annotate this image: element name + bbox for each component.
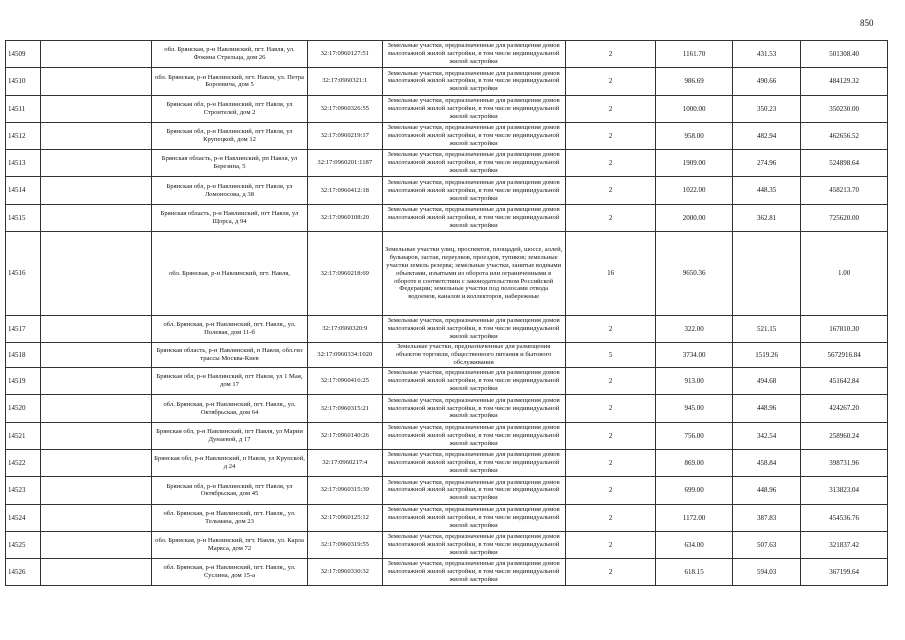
cell-land-use-type: Земельные участки, предназначенные для размещения домов малоэтажной жилой застройки, в том числе индивидуальной жилой застройки (382, 449, 565, 476)
cell-land-use-type: Земельные участки, предназначенные для размещения домов малоэтажной жилой застройки, в том числе индивидуальной жилой застройки (382, 41, 565, 68)
cell-cadastral-number: 32:17:0960218:69 (308, 232, 383, 316)
cell-address: Брянская обл, р-н Навлинский, пгт Навля, ул Строителей, дом 2 (151, 95, 307, 122)
cell-row-number: 14519 (6, 368, 41, 395)
cell-cadastral-number: 32:17:0960412:18 (308, 177, 383, 204)
cell-address: Брянская область, р-н Навлинский, пгт Навля, ул Щорса, д 94 (151, 204, 307, 231)
cell-cadastral-value: 367199.64 (801, 559, 888, 586)
spacer-cell (41, 95, 152, 122)
cell-cadastral-value: 5672916.84 (801, 343, 888, 368)
spacer-cell (41, 449, 152, 476)
cell-row-number: 14516 (6, 232, 41, 316)
cell-specific-value (732, 232, 800, 316)
cell-land-use-type: Земельные участки, предназначенные для размещения домов малоэтажной жилой застройки, в том числе индивидуальной жилой застройки (382, 177, 565, 204)
cell-specific-value: 350.23 (732, 95, 800, 122)
cell-address: Брянская обл, р-н Навлинский, пгт Навля, ул Марии Дунаевой, д 17 (151, 422, 307, 449)
cell-area: 1000.00 (656, 95, 733, 122)
cell-cadastral-value: 167810.30 (801, 316, 888, 343)
cell-cadastral-number: 32:17:0960330:32 (308, 559, 383, 586)
table-row (6, 177, 888, 204)
cell-area: 945.00 (656, 395, 733, 422)
cell-specific-value: 362.81 (732, 204, 800, 231)
cell-cadastral-value: 258960.24 (801, 422, 888, 449)
cell-address: обл. Брянская, р-н Навлинский, пгт. Навля, ул. Фокина Стрельца, дом 26 (151, 41, 307, 68)
table-row (6, 122, 888, 149)
cell-row-number: 14521 (6, 422, 41, 449)
cell-specific-value: 521.15 (732, 316, 800, 343)
cell-address: обл. Брянская, р-н Навлинский, пгт. Навля,, ул. Суслина, дом 15-а (151, 559, 307, 586)
cell-land-use-type: Земельные участки улиц, проспектов, площадей, шоссе, аллей, бульваров, застав, переулков, проездов, тупиков; земельные участки земель резерва; земельные участки, занятые водными объектами, изъятыми из оборота или ограниченными в обороте в соответствии с законодательством Российской Федерации; земельные участки под полосами отвода водоемов, каналов и коллекторов, набережные (382, 232, 565, 316)
cell-specific-value: 448.96 (732, 395, 800, 422)
spacer-cell (41, 422, 152, 449)
cell-use-group: 2 (565, 41, 656, 68)
spacer-cell (41, 368, 152, 395)
cell-area: 869.00 (656, 449, 733, 476)
cell-address: обл. Брянская, р-н Навлинский, пгт. Навля, (151, 232, 307, 316)
cell-land-use-type: Земельные участки, предназначенные для размещения домов малоэтажной жилой застройки, в том числе индивидуальной жилой застройки (382, 531, 565, 558)
cell-specific-value: 594.03 (732, 559, 800, 586)
cell-land-use-type: Земельные участки, предназначенные для размещения домов малоэтажной жилой застройки, в том числе индивидуальной жилой застройки (382, 395, 565, 422)
cell-cadastral-value: 524898.64 (801, 150, 888, 177)
table-row (6, 531, 888, 558)
cell-cadastral-value: 398731.96 (801, 449, 888, 476)
page-number: 850 (860, 18, 874, 28)
cell-address: Брянская обл, р-н Навлинский, п Навля, ул Крупской, д 24 (151, 449, 307, 476)
cell-row-number: 14515 (6, 204, 41, 231)
cell-cadastral-value: 458213.70 (801, 177, 888, 204)
cell-land-use-type: Земельные участки, предназначенные для размещения домов малоэтажной жилой застройки, в том числе индивидуальной жилой застройки (382, 368, 565, 395)
cell-specific-value: 507.63 (732, 531, 800, 558)
table-row (6, 41, 888, 68)
cell-use-group: 2 (565, 150, 656, 177)
cell-land-use-type: Земельные участки, предназначенные для размещения домов малоэтажной жилой застройки, в том числе индивидуальной жилой застройки (382, 477, 565, 504)
cell-row-number: 14509 (6, 41, 41, 68)
cell-row-number: 14526 (6, 559, 41, 586)
table-row (6, 368, 888, 395)
cell-use-group: 2 (565, 504, 656, 531)
cell-row-number: 14512 (6, 122, 41, 149)
cell-use-group: 5 (565, 343, 656, 368)
table-row (6, 477, 888, 504)
cell-cadastral-value: 424267.20 (801, 395, 888, 422)
cell-land-use-type: Земельные участки, предназначенные для размещения домов малоэтажной жилой застройки, в том числе индивидуальной жилой застройки (382, 559, 565, 586)
cell-land-use-type: Земельные участки, предназначенные для размещения домов малоэтажной жилой застройки, в том числе индивидуальной жилой застройки (382, 150, 565, 177)
cell-address: обл. Брянская, р-н Навлинский, пгт. Навля, ул. Петра Бороевича, дом 5 (151, 68, 307, 95)
cell-land-use-type: Земельные участки, предназначенные для размещения домов малоэтажной жилой застройки, в том числе индивидуальной жилой застройки (382, 122, 565, 149)
cell-row-number: 14522 (6, 449, 41, 476)
table-body (6, 41, 888, 586)
cell-cadastral-number: 32:17:0960334:1020 (308, 343, 383, 368)
table-row (6, 449, 888, 476)
cell-land-use-type: Земельные участки, предназначенные для размещения домов малоэтажной жилой застройки, в том числе индивидуальной жилой застройки (382, 316, 565, 343)
spacer-cell (41, 68, 152, 95)
cell-area: 1161.70 (656, 41, 733, 68)
cell-address: Брянская область, р-н Навлинский, рп Навля, ул Березина, 5 (151, 150, 307, 177)
cell-cadastral-value: 451642.84 (801, 368, 888, 395)
cell-address: Брянская область, р-н Навлинский, п Навля, обл.гиз трассы Москва-Киев (151, 343, 307, 368)
cell-use-group: 2 (565, 395, 656, 422)
cell-use-group: 16 (565, 232, 656, 316)
table-row (6, 422, 888, 449)
cell-land-use-type: Земельные участки, предназначенные для размещения домов малоэтажной жилой застройки, в том числе индивидуальной жилой застройки (382, 504, 565, 531)
cell-cadastral-number: 32:17:0960320:9 (308, 316, 383, 343)
cell-row-number: 14523 (6, 477, 41, 504)
cell-cadastral-number: 32:17:0960201:1187 (308, 150, 383, 177)
cell-land-use-type: Земельные участки, предназначенные для размещения домов малоэтажной жилой застройки, в том числе индивидуальной жилой застройки (382, 204, 565, 231)
cell-use-group: 2 (565, 477, 656, 504)
cell-use-group: 2 (565, 95, 656, 122)
cell-row-number: 14510 (6, 68, 41, 95)
table-row (6, 395, 888, 422)
cell-specific-value: 458.84 (732, 449, 800, 476)
table-row (6, 504, 888, 531)
cell-cadastral-value: 313823.04 (801, 477, 888, 504)
cell-land-use-type: Земельные участки, предназначенные для размещения домов малоэтажной жилой застройки, в том числе индивидуальной жилой застройки (382, 422, 565, 449)
cell-row-number: 14517 (6, 316, 41, 343)
cell-cadastral-value: 1.00 (801, 232, 888, 316)
cell-use-group: 2 (565, 122, 656, 149)
cell-cadastral-value: 454536.76 (801, 504, 888, 531)
cell-cadastral-number: 32:17:0960416:25 (308, 368, 383, 395)
spacer-cell (41, 41, 152, 68)
cell-use-group: 2 (565, 177, 656, 204)
cell-cadastral-number: 32:17:0960217:4 (308, 449, 383, 476)
spacer-cell (41, 395, 152, 422)
cell-area: 3734.00 (656, 343, 733, 368)
cell-address: Брянская обл, р-н Навлинский, пгт Навля, ул Крупецкой, дом 12 (151, 122, 307, 149)
cell-cadastral-value: 321837.42 (801, 531, 888, 558)
cell-use-group: 2 (565, 368, 656, 395)
cell-cadastral-number: 32:17:0960326:55 (308, 95, 383, 122)
cell-land-use-type: Земельные участки, предназначенные для размещения домов малоэтажной жилой застройки, в том числе индивидуальной жилой застройки (382, 68, 565, 95)
cell-address: Брянская обл, р-н Навлинский, пгт Навля, ул 1 Мая, дом 17 (151, 368, 307, 395)
cell-use-group: 2 (565, 204, 656, 231)
cell-row-number: 14525 (6, 531, 41, 558)
cell-row-number: 14514 (6, 177, 41, 204)
spacer-cell (41, 504, 152, 531)
cell-specific-value: 448.96 (732, 477, 800, 504)
cell-area: 322.00 (656, 316, 733, 343)
spacer-cell (41, 531, 152, 558)
cell-cadastral-value: 725620.00 (801, 204, 888, 231)
spacer-cell (41, 316, 152, 343)
cell-specific-value: 482.94 (732, 122, 800, 149)
cell-row-number: 14524 (6, 504, 41, 531)
cell-address: обл. Брянская, р-н Навлинский, пгт. Навля, ул. Карла Маркса, дом 72 (151, 531, 307, 558)
cell-area: 618.15 (656, 559, 733, 586)
table-row (6, 316, 888, 343)
table-row (6, 95, 888, 122)
cell-address: обл. Брянская, р-н Навлинский, пгт. Навля,, ул. Тельмана, дом 23 (151, 504, 307, 531)
cell-cadastral-number: 32:17:0960315:39 (308, 477, 383, 504)
spacer-cell (41, 204, 152, 231)
cell-cadastral-value: 350230.00 (801, 95, 888, 122)
table-row (6, 343, 888, 368)
spacer-cell (41, 177, 152, 204)
cell-cadastral-number: 32:17:0960321:1 (308, 68, 383, 95)
cell-use-group: 2 (565, 316, 656, 343)
spacer-cell (41, 232, 152, 316)
cell-area: 634.00 (656, 531, 733, 558)
cell-address: Брянская обл, р-н Навлинский, пгт Навля, ул Октябрьская, дом 45 (151, 477, 307, 504)
cell-land-use-type: Земельные участки, предназначенные для размещения домов малоэтажной жилой застройки, в том числе индивидуальной жилой застройки (382, 95, 565, 122)
cell-area: 699.00 (656, 477, 733, 504)
cell-cadastral-number: 32:17:0960140:26 (308, 422, 383, 449)
cell-area: 958.00 (656, 122, 733, 149)
spacer-cell (41, 122, 152, 149)
cadastral-value-table (5, 40, 888, 586)
cell-area: 2000.00 (656, 204, 733, 231)
cell-cadastral-number: 32:17:0960315:21 (308, 395, 383, 422)
cell-area: 986.69 (656, 68, 733, 95)
cell-use-group: 2 (565, 449, 656, 476)
spacer-cell (41, 343, 152, 368)
cell-specific-value: 431.53 (732, 41, 800, 68)
cell-area: 1909.00 (656, 150, 733, 177)
cell-cadastral-value: 484129.32 (801, 68, 888, 95)
cell-use-group: 2 (565, 422, 656, 449)
cell-cadastral-number: 32:17:0960108:20 (308, 204, 383, 231)
cell-specific-value: 342.54 (732, 422, 800, 449)
cell-specific-value: 494.68 (732, 368, 800, 395)
spacer-cell (41, 150, 152, 177)
cell-area: 1172.00 (656, 504, 733, 531)
cell-land-use-type: Земельные участки, предназначенные для размещения объектов торговли, общественного питания и бытового обслуживания (382, 343, 565, 368)
cell-specific-value: 1519.26 (732, 343, 800, 368)
cell-use-group: 2 (565, 559, 656, 586)
table-row (6, 204, 888, 231)
cell-specific-value: 387.83 (732, 504, 800, 531)
cell-row-number: 14518 (6, 343, 41, 368)
table-row (6, 150, 888, 177)
cell-address: Брянская обл, р-н Навлинский, пгт Навля, ул Ломоносова, д 38 (151, 177, 307, 204)
table-row (6, 68, 888, 95)
cell-area: 9650.36 (656, 232, 733, 316)
table-row (6, 559, 888, 586)
cell-row-number: 14520 (6, 395, 41, 422)
cell-area: 913.00 (656, 368, 733, 395)
cell-use-group: 2 (565, 531, 656, 558)
cell-cadastral-value: 501308.40 (801, 41, 888, 68)
cell-address: обл. Брянская, р-н Навлинский, пгт. Навля,, ул. Октябрьская, дом 64 (151, 395, 307, 422)
cell-cadastral-number: 32:17:0960127:51 (308, 41, 383, 68)
cell-specific-value: 490.66 (732, 68, 800, 95)
cell-address: обл. Брянская, р-н Навлинский, пгт. Навля,, ул. Полевая, дом 11-б (151, 316, 307, 343)
cell-row-number: 14513 (6, 150, 41, 177)
table-row (6, 232, 888, 316)
cell-row-number: 14511 (6, 95, 41, 122)
cell-cadastral-value: 462656.52 (801, 122, 888, 149)
cell-cadastral-number: 32:17:0960319:55 (308, 531, 383, 558)
spacer-cell (41, 477, 152, 504)
cell-use-group: 2 (565, 68, 656, 95)
cell-specific-value: 448.35 (732, 177, 800, 204)
cell-specific-value: 274.96 (732, 150, 800, 177)
spacer-cell (41, 559, 152, 586)
cell-area: 756.00 (656, 422, 733, 449)
cell-cadastral-number: 32:17:0960125:12 (308, 504, 383, 531)
cell-cadastral-number: 32:17:0960219:17 (308, 122, 383, 149)
cell-area: 1022.00 (656, 177, 733, 204)
